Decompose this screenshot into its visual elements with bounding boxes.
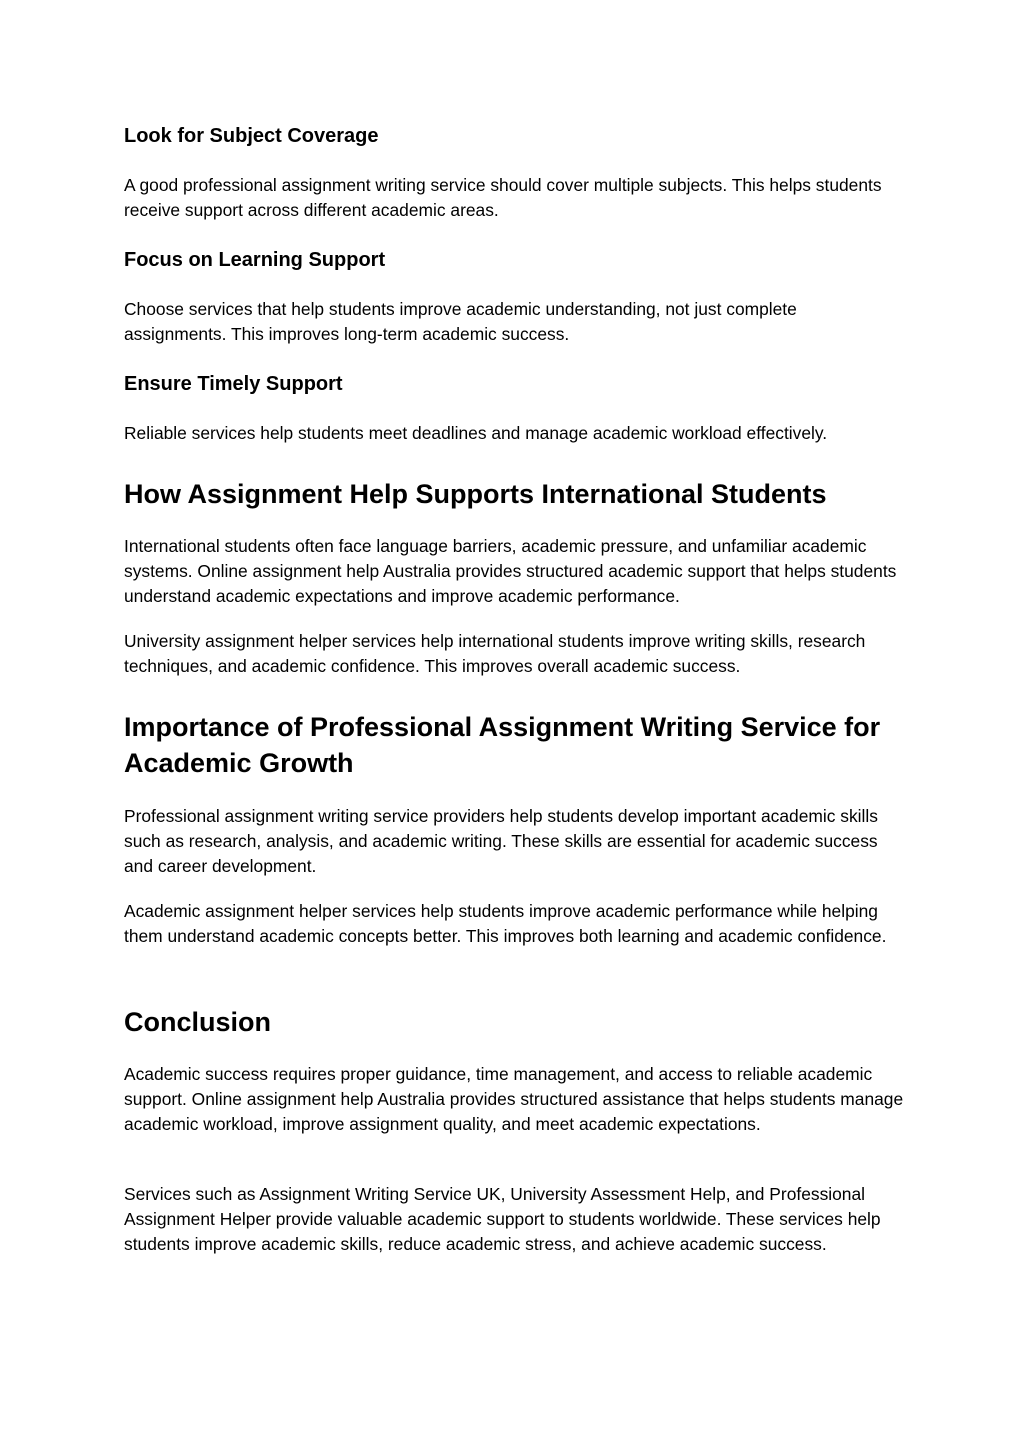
paragraph-conclusion-1: Academic success requires proper guidance, time management, and access to reliable academic support. Online assignment help Australia provides structured assistance that helps students manage academic workload, improve assignment quality, and meet academic expectations.: [124, 1064, 904, 1134]
paragraph-subject-coverage: A good professional assignment writing service should cover multiple subjects. This helps students receive support across different academic areas.: [124, 175, 882, 220]
heading-timely-support: Ensure Timely Support: [124, 373, 343, 395]
paragraph-academic-growth-2: Academic assignment helper services help students improve academic performance while helping them understand academic concepts better. This improves both learning and academic confidence.: [124, 901, 887, 946]
paragraph-conclusion-2: Services such as Assignment Writing Service UK, University Assessment Help, and Professional Assignment Helper provide valuable academic support to students worldwide. These services help students improve academic skills, reduce academic stress, and achieve academic success.: [124, 1184, 881, 1254]
paragraph-international-students-1: International students often face language barriers, academic pressure, and unfamiliar academic systems. Online assignment help Australia provides structured academic support that helps students understand academic expectations and improve academic performance.: [124, 536, 897, 606]
heading-learning-support: Focus on Learning Support: [124, 249, 386, 271]
heading-international-students: How Assignment Help Supports International Students: [124, 479, 827, 509]
paragraph-learning-support: Choose services that help students improve academic understanding, not just complete assignments. This improves long-term academic success.: [124, 299, 797, 344]
paragraph-timely-support: Reliable services help students meet deadlines and manage academic workload effectively.: [124, 423, 828, 443]
heading-conclusion: Conclusion: [124, 1007, 271, 1037]
paragraph-international-students-2: University assignment helper services help international students improve writing skills, research techniques, and academic confidence. This improves overall academic success.: [124, 631, 866, 676]
heading-subject-coverage: Look for Subject Coverage: [124, 125, 379, 147]
heading-academic-growth: Importance of Professional Assignment Writing Service for Academic Growth: [124, 712, 881, 778]
paragraph-academic-growth-1: Professional assignment writing service providers help students develop important academic skills such as research, analysis, and academic writing. These skills are essential for academic success and career development.: [124, 806, 878, 876]
